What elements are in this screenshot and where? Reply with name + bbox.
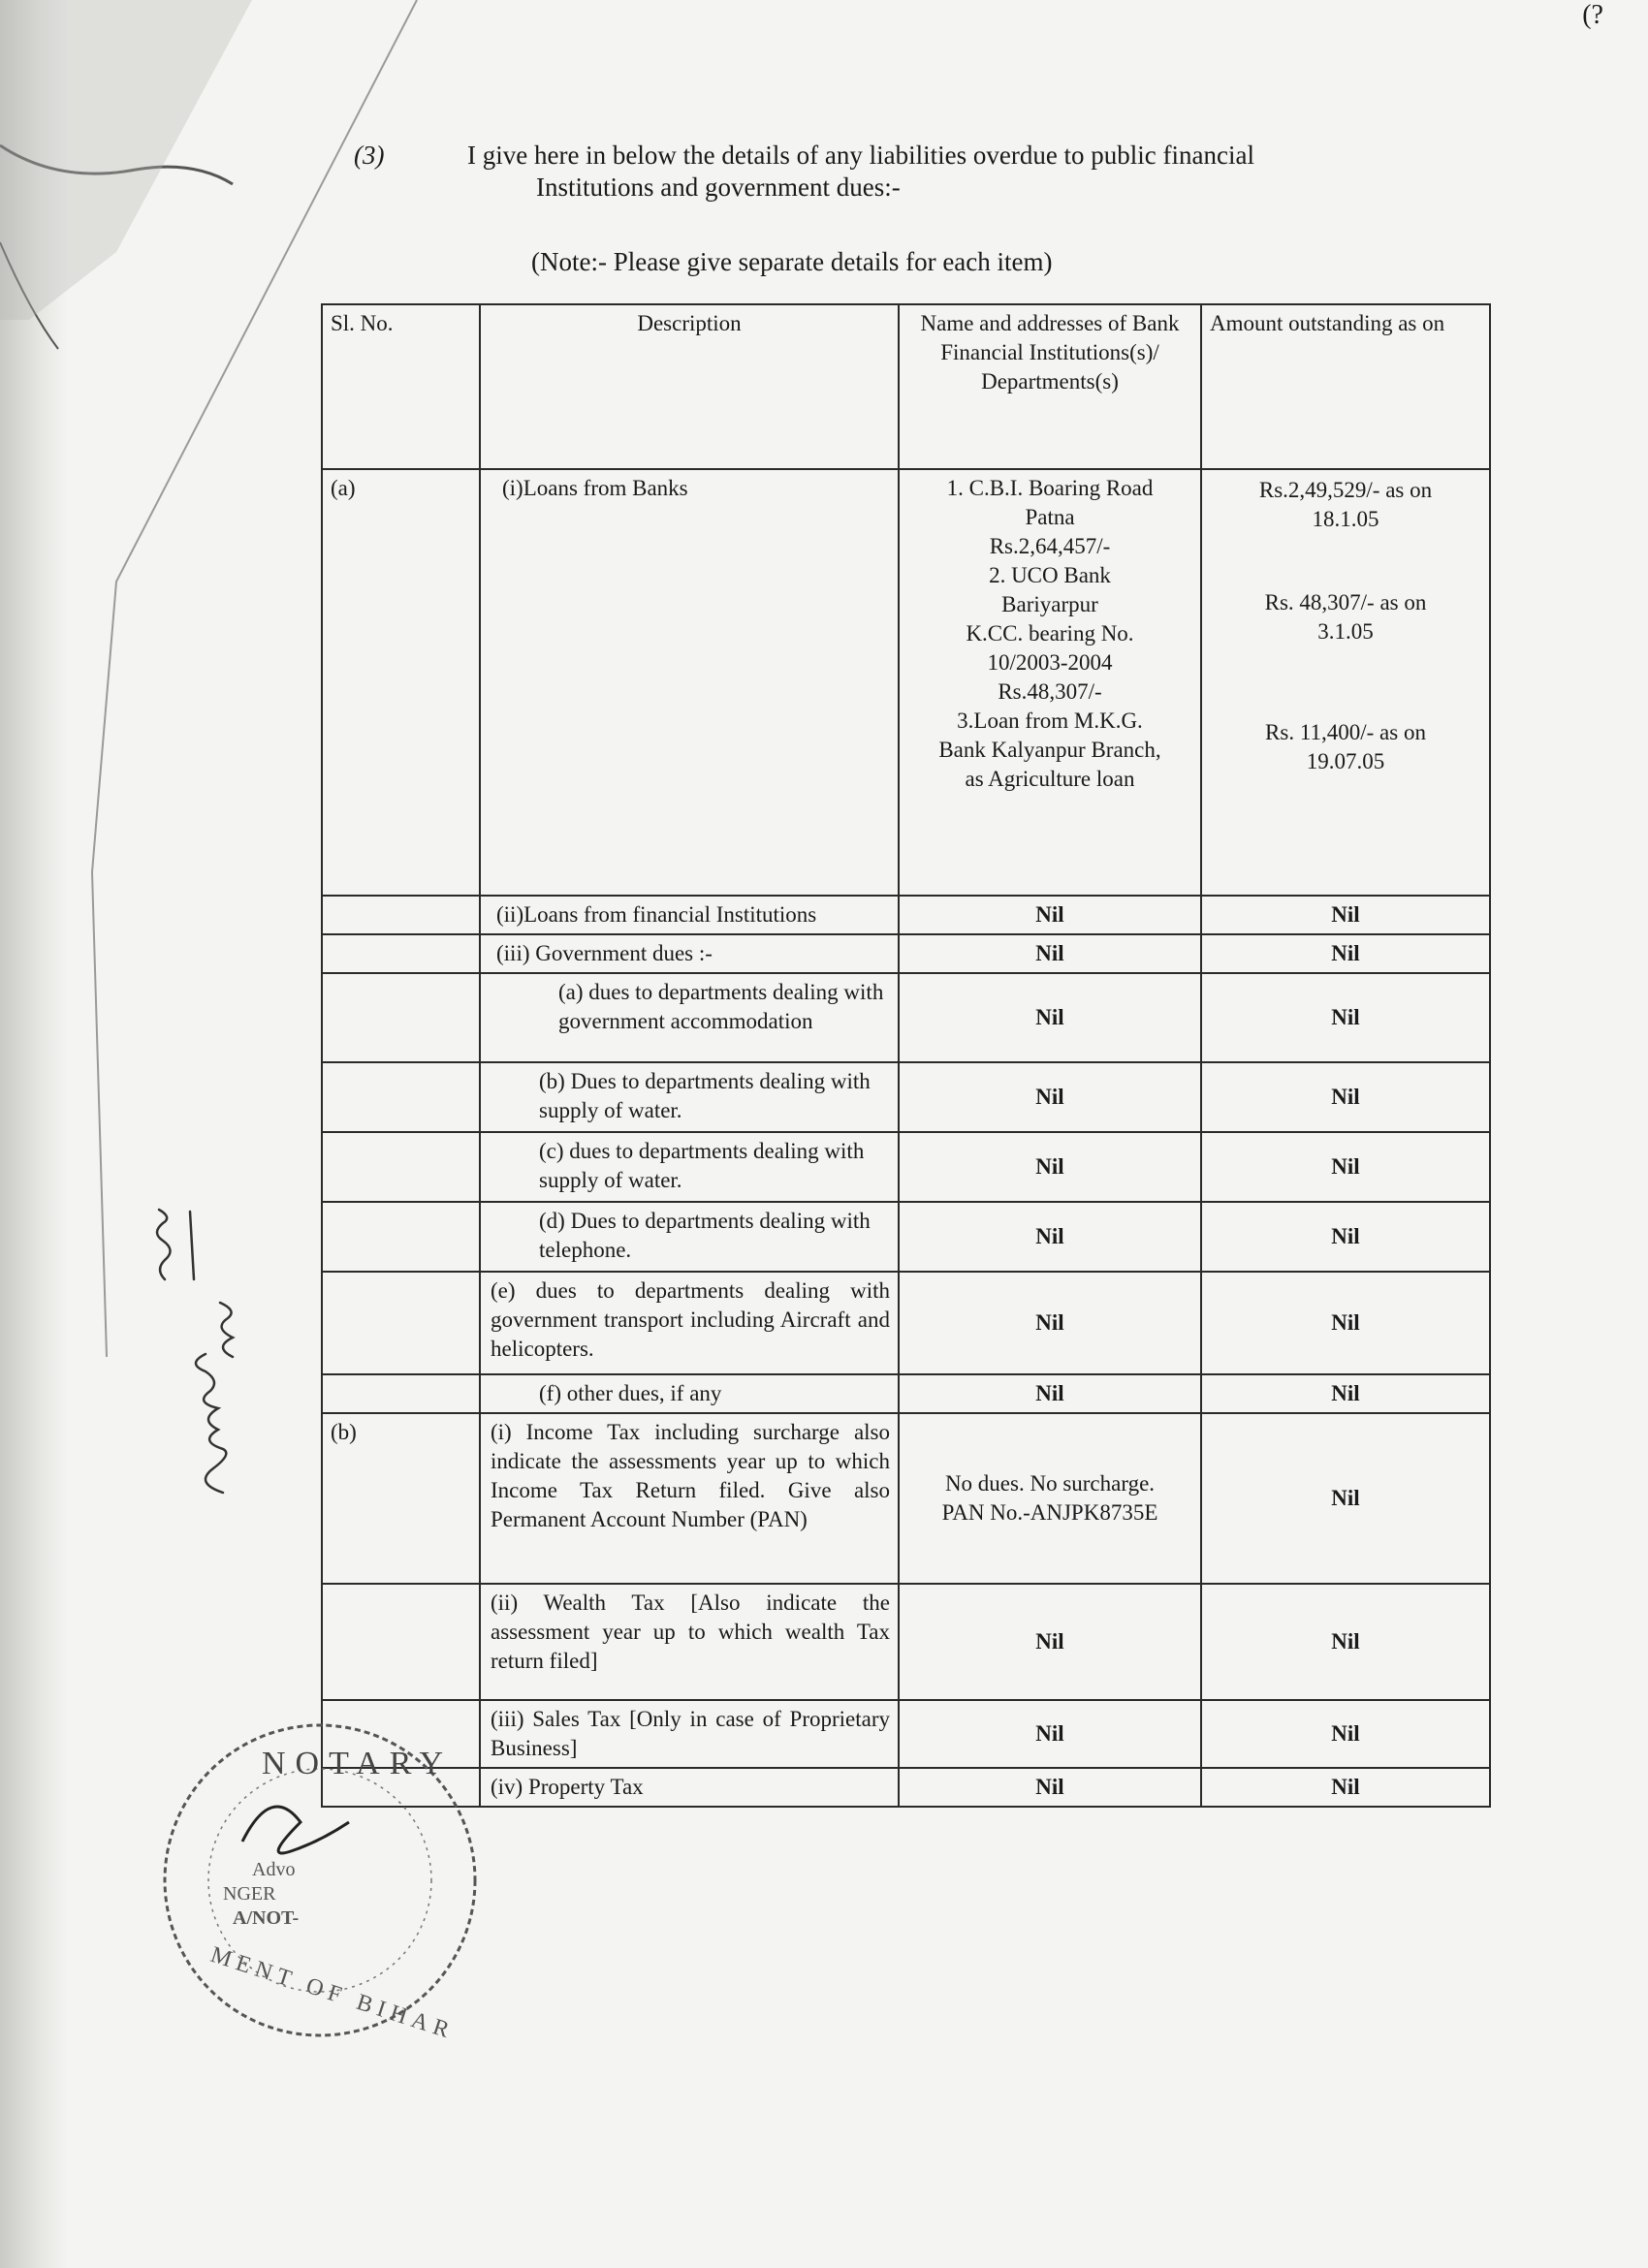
row-name-value: Nil bbox=[899, 1062, 1201, 1132]
section-heading-line1: I give here in below the details of any liabilities overdue to public financial bbox=[467, 141, 1254, 170]
stamp-middle-text2: NGER bbox=[223, 1883, 276, 1905]
amount-mkg: Rs. 11,400/- as on 19.07.05 bbox=[1265, 720, 1426, 773]
row-amount-value: Nil bbox=[1201, 1584, 1490, 1700]
table-row bbox=[322, 1700, 1490, 1768]
table-row bbox=[322, 973, 1490, 1062]
row-amount-value: Nil bbox=[1201, 1768, 1490, 1807]
table-row bbox=[322, 1132, 1490, 1202]
table-row bbox=[322, 1202, 1490, 1272]
table-row bbox=[322, 1768, 1490, 1807]
row-amount-value: Nil bbox=[1201, 1374, 1490, 1413]
row-amount-value: Nil bbox=[1201, 1062, 1490, 1132]
table-row bbox=[322, 1413, 1490, 1584]
stamp-bottom-text: MENT OF BIHAR bbox=[207, 1941, 459, 2045]
liabilities-table bbox=[321, 303, 1491, 1808]
header-sl-no: Sl. No. bbox=[322, 304, 480, 469]
table-row bbox=[322, 1374, 1490, 1413]
row-amount-value: Nil bbox=[1201, 1413, 1490, 1584]
row-description: (c) dues to departments dealing with supply of water. bbox=[480, 1132, 899, 1202]
row-sl bbox=[322, 934, 480, 973]
header-amount: Amount outstanding as on bbox=[1201, 304, 1490, 469]
table-row bbox=[322, 469, 1490, 896]
row-name-value: Nil bbox=[899, 1202, 1201, 1272]
row-description: (iii) Sales Tax [Only in case of Proprietary Business] bbox=[480, 1700, 899, 1768]
row-description: (f) other dues, if any bbox=[480, 1374, 899, 1413]
row-sl bbox=[322, 1202, 480, 1272]
row-description: (e) dues to departments dealing with government transport including Aircraft and helicopters. bbox=[480, 1272, 899, 1374]
row-sl bbox=[322, 1062, 480, 1132]
section-heading-line2: Institutions and government dues:- bbox=[536, 173, 901, 202]
row-amount-value: Nil bbox=[1201, 973, 1490, 1062]
row-name-value: Nil bbox=[899, 1132, 1201, 1202]
row-description: (i) Income Tax including surcharge also indicate the assessments year up to which Income Tax Return filed. Give also Permanent Account Number (PAN) bbox=[480, 1413, 899, 1584]
stamp-signature-mark bbox=[242, 1807, 349, 1853]
table-row bbox=[322, 896, 1490, 934]
row-description: (i)Loans from Banks bbox=[480, 469, 899, 896]
row-sl bbox=[322, 896, 480, 934]
row-description: (ii)Loans from financial Institutions bbox=[480, 896, 899, 934]
row-description: (ii) Wealth Tax [Also indicate the assessment year up to which wealth Tax return filed] bbox=[480, 1584, 899, 1700]
row-amount-value: Nil bbox=[1201, 1700, 1490, 1768]
row-name-value: Nil bbox=[899, 1374, 1201, 1413]
row-name-value: Nil bbox=[899, 934, 1201, 973]
header-names: Name and addresses of Bank Financial Institutions(s)/ Departments(s) bbox=[899, 304, 1201, 469]
stamp-middle-text1: Advo bbox=[252, 1859, 296, 1880]
row-description: (b) Dues to departments dealing with supply of water. bbox=[480, 1062, 899, 1132]
row-description: (iii) Government dues :- bbox=[480, 934, 899, 973]
row-name-value: No dues. No surcharge. PAN No.-ANJPK8735E bbox=[899, 1413, 1201, 1584]
row-name-value: Nil bbox=[899, 1768, 1201, 1807]
row-bank-names: 1. C.B.I. Boaring Road Patna Rs.2,64,457/- 2. UCO Bank Bariyarpur K.CC. bearing No. 10/2003-2004 Rs.48,307/- 3.Loan from M.K.G. Bank Kalyanpur Branch, as Agriculture loan bbox=[899, 469, 1201, 896]
row-sl bbox=[322, 1132, 480, 1202]
section-note: (Note:- Please give separate details for each item) bbox=[531, 247, 1053, 276]
row-amount-value: Nil bbox=[1201, 934, 1490, 973]
stamp-middle-text3: A/NOT- bbox=[233, 1907, 300, 1929]
row-description: (iv) Property Tax bbox=[480, 1768, 899, 1807]
row-name-value: Nil bbox=[899, 1272, 1201, 1374]
row-amount-value: Nil bbox=[1201, 1272, 1490, 1374]
row-description: (a) dues to departments dealing with government accommodation bbox=[480, 973, 899, 1062]
amount-cbi: Rs.2,49,529/- as on 18.1.05 bbox=[1258, 478, 1433, 531]
amount-uco: Rs. 48,307/- as on 3.1.05 bbox=[1264, 590, 1427, 644]
table-row bbox=[322, 1584, 1490, 1700]
row-amount-value: Nil bbox=[1201, 1202, 1490, 1272]
row-name-value: Nil bbox=[899, 1584, 1201, 1700]
row-sl bbox=[322, 973, 480, 1062]
page-number-mark: (? bbox=[1582, 0, 1603, 30]
table-header-row bbox=[322, 304, 1490, 469]
row-name-value: Nil bbox=[899, 973, 1201, 1062]
handwritten-signature bbox=[116, 1163, 291, 1512]
row-sl: (a) bbox=[322, 469, 480, 896]
row-amounts bbox=[1201, 469, 1490, 896]
row-sl: (b) bbox=[322, 1413, 480, 1584]
table-row bbox=[322, 1272, 1490, 1374]
row-sl bbox=[322, 1272, 480, 1374]
row-sl bbox=[322, 1584, 480, 1700]
header-description: Description bbox=[480, 304, 899, 469]
row-amount-value: Nil bbox=[1201, 896, 1490, 934]
row-sl bbox=[322, 1374, 480, 1413]
stamp-top-text: NOTARY bbox=[262, 1746, 454, 1781]
notary-stamp bbox=[145, 1706, 494, 2055]
row-name-value: Nil bbox=[899, 1700, 1201, 1768]
section-number: (3) bbox=[354, 141, 385, 170]
table-row bbox=[322, 934, 1490, 973]
row-description: (d) Dues to departments dealing with telephone. bbox=[480, 1202, 899, 1272]
row-amount-value: Nil bbox=[1201, 1132, 1490, 1202]
row-name-value: Nil bbox=[899, 896, 1201, 934]
table-row bbox=[322, 1062, 1490, 1132]
